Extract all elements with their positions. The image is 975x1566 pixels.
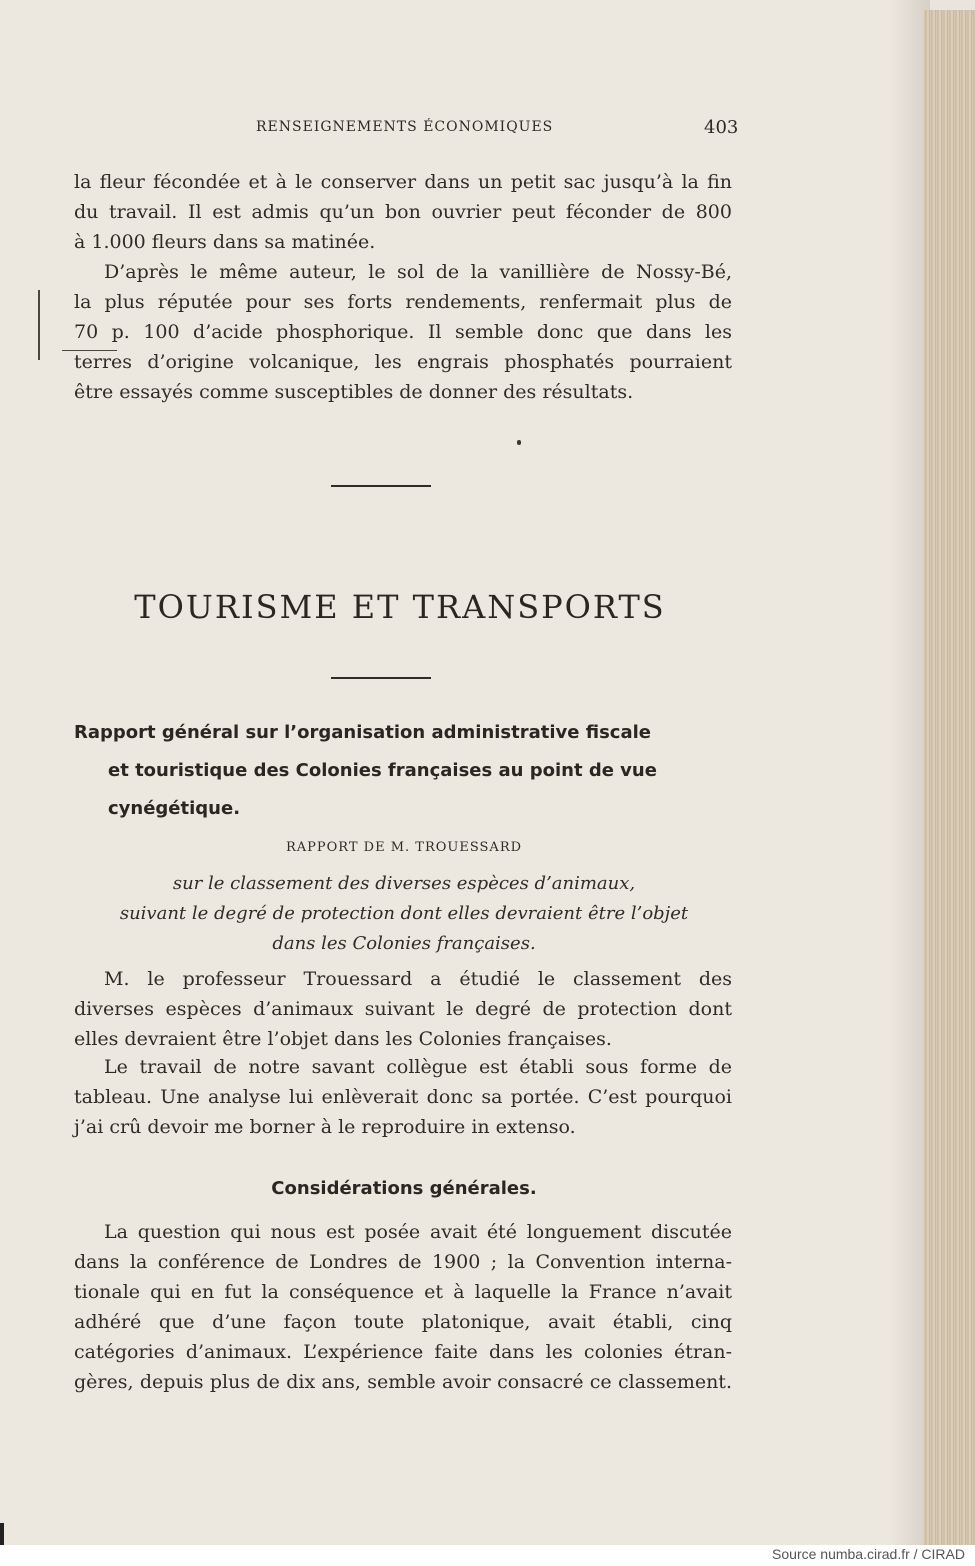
report-byline: RAPPORT DE M. TROUESSARD bbox=[285, 840, 523, 855]
text-line: D’après le même auteur, le sol de la vanillière de Nossy-Bé, bbox=[104, 261, 732, 283]
text-line: diverses espèces d’animaux suivant le degré de protection dont bbox=[74, 998, 732, 1020]
text-line: 70 p. 100 d’acide phosphorique. Il semble donc que dans les bbox=[74, 321, 732, 343]
text-line: La question qui nous est posée avait été longuement discutée bbox=[104, 1221, 732, 1243]
running-header: RENSEIGNEMENTS ÉCONOMIQUES bbox=[256, 119, 554, 135]
margin-pencil-stroke bbox=[62, 350, 117, 351]
scan-corner-mark bbox=[0, 1523, 4, 1545]
text-line: M. le professeur Trouessard a étudié le classement des bbox=[104, 968, 732, 990]
text-line: terres d’origine volcanique, les engrais phosphatés pourraient bbox=[74, 351, 732, 373]
text-line: du travail. Il est admis qu’un bon ouvrier peut féconder de 800 bbox=[74, 201, 732, 223]
section-separator-rule bbox=[331, 485, 431, 487]
report-subtitle-line: suivant le degré de protection dont elles devraient être l’objet bbox=[119, 903, 689, 924]
text-line: tionale qui en fut la conséquence et à laquelle la France n’avait bbox=[74, 1281, 732, 1303]
section-title: TOURISME ET TRANSPORTS bbox=[134, 588, 666, 626]
ink-speck bbox=[517, 440, 521, 445]
text-line: tableau. Une analyse lui enlèverait donc sa portée. C’est pourquoi bbox=[74, 1086, 732, 1108]
text-line: la plus réputée pour ses forts rendements, renfermait plus de bbox=[74, 291, 732, 313]
text-line: à 1.000 fleurs dans sa matinée. bbox=[74, 231, 376, 253]
text-line: dans la conférence de Londres de 1900 ; la Convention interna- bbox=[74, 1251, 732, 1273]
text-line: catégories d’animaux. L’expérience faite dans les colonies étran- bbox=[74, 1341, 732, 1363]
page-number: 403 bbox=[704, 117, 739, 138]
subsection-heading: Considérations générales. bbox=[271, 1178, 537, 1199]
text-line: j’ai crû devoir me borner à le reproduire in extenso. bbox=[74, 1116, 576, 1138]
text-line: être essayés comme susceptibles de donner des résultats. bbox=[74, 381, 634, 403]
report-title-line: cynégétique. bbox=[108, 798, 241, 819]
report-subtitle-line: dans les Colonies françaises. bbox=[272, 933, 536, 954]
section-title-underline bbox=[331, 677, 431, 679]
source-credit: Source numba.cirad.fr / CIRAD bbox=[772, 1546, 965, 1562]
text-line: gères, depuis plus de dix ans, semble avoir consacré ce classement. bbox=[74, 1371, 732, 1393]
stacked-page-edges bbox=[924, 10, 975, 1545]
text-line: adhéré que d’une façon toute platonique, avait établi, cinq bbox=[74, 1311, 732, 1333]
text-line: elles devraient être l’objet dans les Colonies françaises. bbox=[74, 1028, 612, 1050]
margin-pencil-mark bbox=[38, 290, 40, 360]
report-subtitle-line: sur le classement des diverses espèces d’animaux, bbox=[172, 873, 636, 894]
report-title-line: Rapport général sur l’organisation administrative fiscale bbox=[74, 722, 652, 743]
text-line: la fleur fécondée et à le conserver dans un petit sac jusqu’à la fin bbox=[74, 171, 732, 193]
report-title-line: et touristique des Colonies françaises au point de vue bbox=[108, 760, 657, 781]
text-line: Le travail de notre savant collègue est établi sous forme de bbox=[104, 1056, 732, 1078]
